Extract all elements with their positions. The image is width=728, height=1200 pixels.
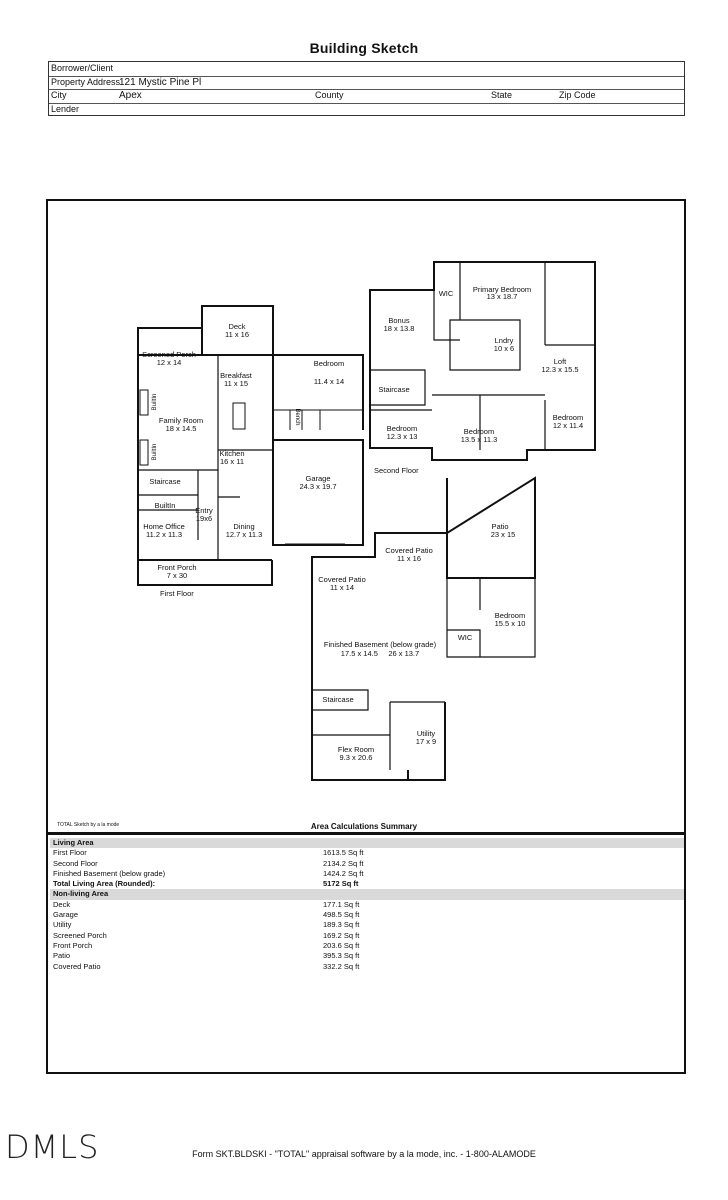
- summary-row-label: Screened Porch: [53, 930, 107, 940]
- room-entry-name: Entry: [195, 506, 213, 515]
- room-home-office-dims: 11.2 x 11.3: [146, 530, 182, 539]
- basement-staircase-label: Staircase: [322, 695, 354, 704]
- dmls-logo: DMLS: [5, 1128, 100, 1166]
- builtin-lower: [140, 440, 148, 465]
- family-builtin-upper-label: BuiltIn: [152, 393, 158, 411]
- summary-row-value: 169.2 Sq ft: [323, 930, 360, 940]
- summary-row-label: Deck: [53, 899, 71, 909]
- document-title: Building Sketch: [309, 40, 419, 56]
- room-bedroom-second-b-name: Bedroom: [463, 427, 495, 436]
- room-dining-name: Dining: [233, 522, 255, 531]
- summary-row-value: 332.2 Sq ft: [323, 961, 360, 971]
- total-living-row: [50, 879, 684, 889]
- family-builtin-lower-label: BuiltIn: [152, 443, 158, 461]
- room-kitchen-dims: 16 x 11: [219, 457, 245, 466]
- room-wic-second-name: WIC: [438, 289, 454, 298]
- summary-row-label: Garage: [53, 910, 79, 920]
- county-label: County: [315, 90, 344, 100]
- builtin-upper: [140, 390, 148, 415]
- summary-row-label: Covered Patio: [53, 961, 101, 971]
- room-primary-bedroom-dims: 13 x 18.7: [486, 292, 518, 301]
- second-floor-interior-walls: [434, 262, 595, 370]
- room-deck-name: Deck: [228, 322, 246, 331]
- total-living-value: 5172 Sq ft: [323, 879, 359, 889]
- bedroom-bath-walls: [273, 410, 363, 430]
- room-covered-patio-upper-name: Covered Patio: [385, 546, 433, 555]
- summary-divider: [46, 832, 686, 835]
- room-finished-basement-name: Finished Basement (below grade): [323, 640, 437, 649]
- nonliving-area-header-label: Non-living Area: [53, 889, 109, 899]
- summary-row-value: 1424.2 Sq ft: [323, 868, 364, 878]
- summary-row-value: 498.5 Sq ft: [323, 910, 360, 920]
- room-covered-patio-upper-dims: 11 x 16: [396, 554, 422, 563]
- room-lndry-name: Lndry: [494, 336, 514, 345]
- room-utility-name: Utility: [416, 729, 436, 738]
- bench-label: Bench: [294, 408, 300, 426]
- room-wic-basement-name: WIC: [457, 633, 473, 642]
- living-area-header-label: Living Area: [53, 838, 94, 847]
- zip-label: Zip Code: [559, 90, 596, 100]
- summary-row: [50, 869, 684, 879]
- second-floor-label: Second Floor: [374, 466, 419, 475]
- room-bedroom-second-c-name: Bedroom: [552, 413, 584, 422]
- room-bedroom-basement-name: Bedroom: [494, 611, 526, 620]
- address-label: Property Address: [51, 76, 121, 87]
- living-area-header: [50, 838, 684, 848]
- room-bedroom-first-name: Bedroom: [313, 359, 345, 368]
- first-floor-staircase-label: Staircase: [149, 477, 181, 486]
- lender-label: Lender: [51, 103, 80, 114]
- room-garage-dims: 24.3 x 19.7: [299, 482, 337, 491]
- summary-row-label: Finished Basement (below grade): [53, 868, 166, 878]
- room-front-porch-dims: 7 x 30: [166, 571, 188, 580]
- room-kitchen-name: Kitchen: [219, 449, 245, 458]
- summary-row: [50, 900, 684, 910]
- room-primary-bedroom-name: Primary Bedroom: [472, 285, 532, 294]
- garage-outline: [273, 440, 363, 545]
- room-flex-room-name: Flex Room: [337, 745, 375, 754]
- room-loft-dims: 12.3 x 15.5: [541, 365, 579, 374]
- summary-row-value: 177.1 Sq ft: [323, 899, 360, 909]
- borrower-label: Borrower/Client: [51, 63, 114, 73]
- summary-row: [50, 941, 684, 951]
- room-breakfast-dims: 11 x 15: [223, 379, 249, 388]
- summary-row: [50, 951, 684, 961]
- room-screened-porch-dims: 12 x 14: [156, 358, 182, 367]
- summary-row-value: 189.3 Sq ft: [323, 920, 360, 930]
- room-breakfast-name: Breakfast: [220, 371, 252, 380]
- summary-row-label: Front Porch: [53, 940, 93, 950]
- area-summary-title: Area Calculations Summary: [310, 822, 418, 831]
- room-front-porch-name: Front Porch: [157, 563, 197, 572]
- summary-row-value: 1613.5 Sq ft: [323, 848, 364, 858]
- room-flex-room-dims: 9.3 x 20.6: [339, 753, 373, 762]
- room-covered-patio-lower-name: Covered Patio: [318, 575, 366, 584]
- total-living-label: Total Living Area (Rounded):: [53, 879, 156, 889]
- room-bedroom-second-b-dims: 13.5 x 11.3: [460, 435, 498, 444]
- state-label: State: [491, 90, 513, 100]
- summary-row: [50, 910, 684, 920]
- city-value: Apex: [119, 90, 142, 101]
- summary-row-value: 2134.2 Sq ft: [323, 858, 364, 868]
- summary-row-label: Patio: [53, 951, 71, 961]
- room-bedroom-second-a-dims: 12.3 x 13: [386, 432, 418, 441]
- room-bedroom-second-c-dims: 12 x 11.4: [552, 421, 584, 430]
- summary-row-label: Utility: [53, 920, 72, 930]
- room-loft-name: Loft: [553, 357, 567, 366]
- area-calculations-table: [50, 838, 684, 972]
- first-floor-label: First Floor: [160, 589, 194, 598]
- room-patio-dims: 23 x 15: [490, 530, 516, 539]
- summary-row-label: First Floor: [53, 848, 87, 858]
- room-dining-dims: 12.7 x 11.3: [225, 530, 263, 539]
- room-garage-name: Garage: [305, 474, 331, 483]
- room-patio-name: Patio: [491, 522, 509, 531]
- room-covered-patio-lower-dims: 11 x 14: [329, 583, 355, 592]
- sketch-credit: TOTAL Sketch by a la mode: [57, 822, 120, 828]
- summary-row: [50, 931, 684, 941]
- room-family-room-dims: 18 x 14.5: [165, 424, 197, 433]
- room-finished-basement-dims: 17.5 x 14.5 26 x 13.7: [340, 649, 420, 658]
- room-bedroom-first-dims: 11.4 x 14: [313, 377, 345, 386]
- room-entry-dims: 19x6: [195, 514, 213, 523]
- room-lndry-dims: 10 x 6: [493, 344, 515, 353]
- kitchen-island: [233, 403, 245, 429]
- room-deck-dims: 11 x 16: [224, 330, 250, 339]
- summary-row: [50, 962, 684, 972]
- summary-row-label: Second Floor: [53, 858, 98, 868]
- room-family-room-name: Family Room: [158, 416, 204, 425]
- summary-row-value: 203.6 Sq ft: [323, 940, 360, 950]
- room-screened-porch-name: Screened Porch: [142, 350, 196, 359]
- room-bedroom-basement-dims: 15.5 x 10: [494, 619, 526, 628]
- room-home-office-name: Home Office: [143, 522, 185, 531]
- second-floor-staircase-label: Staircase: [378, 385, 410, 394]
- address-value: 121 Mystic Pine Pl: [119, 76, 202, 88]
- first-floor-builtin-label: BuiltIn: [154, 501, 176, 510]
- nonliving-area-header: [50, 889, 684, 899]
- city-label: City: [51, 90, 67, 100]
- summary-row-value: 395.3 Sq ft: [323, 951, 360, 961]
- summary-row: [50, 920, 684, 930]
- room-bonus-dims: 18 x 13.8: [383, 324, 415, 333]
- form-footer: Form SKT.BLDSKI - "TOTAL" appraisal software by a la mode, inc. - 1-800-ALAMODE: [192, 1149, 536, 1159]
- room-utility-dims: 17 x 9: [415, 737, 437, 746]
- room-bonus-name: Bonus: [388, 316, 410, 325]
- summary-row: [50, 848, 684, 858]
- summary-row: [50, 859, 684, 869]
- room-bedroom-second-a-name: Bedroom: [386, 424, 418, 433]
